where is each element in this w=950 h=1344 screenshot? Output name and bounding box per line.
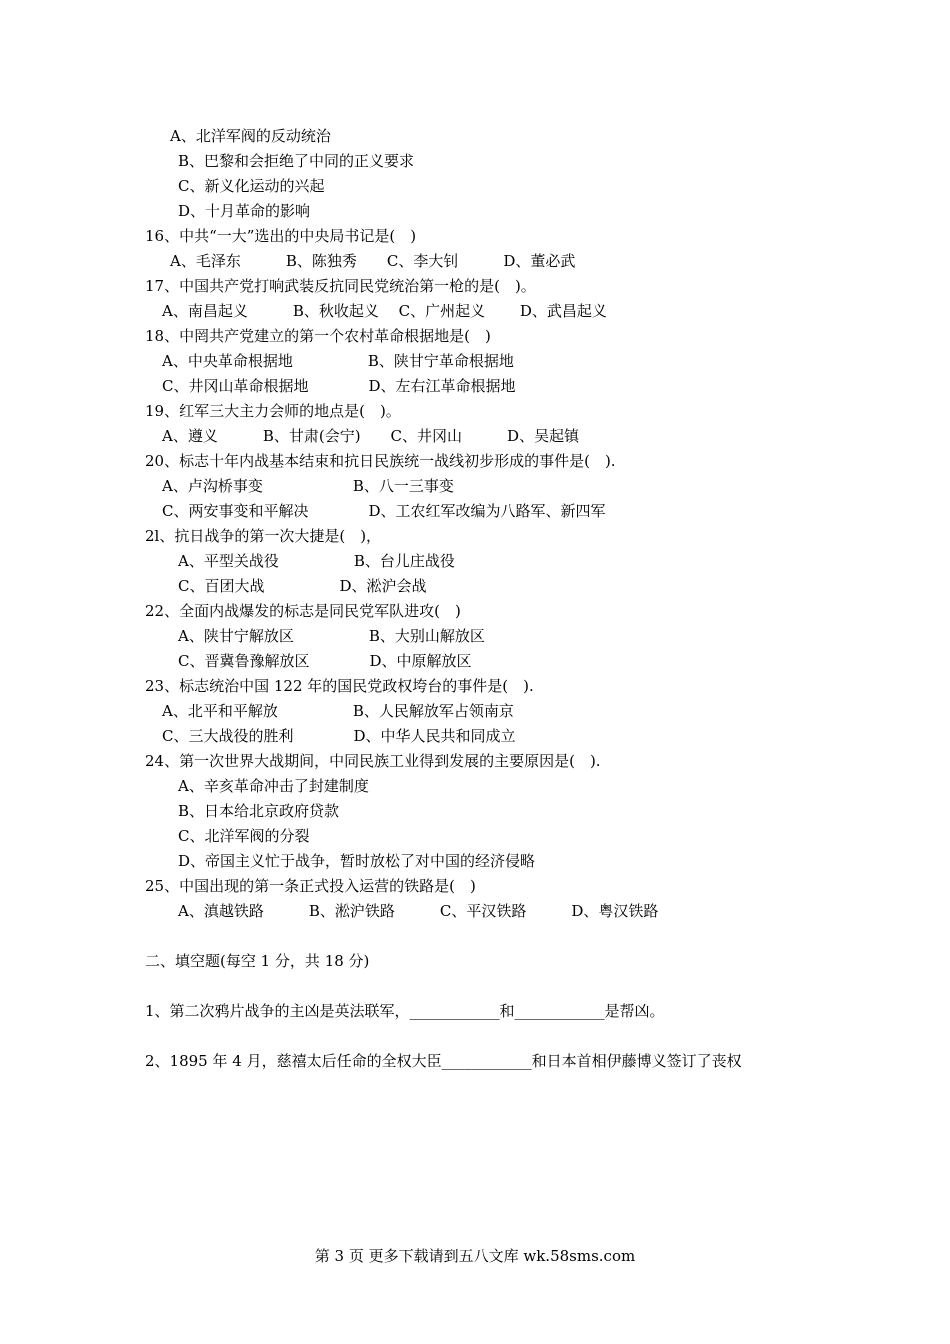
q24-option-d: D、帝国主义忙于战争，暂时放松了对中国的经济侵略 [178,852,536,870]
q23-stem: 23、标志统治中国 122 年的国民党政权垮台的事件是( ). [145,677,534,695]
q16-stem: 16、中共“一大”选出的中央局书记是( ) [145,227,417,245]
q24-option-a: A、辛亥革命冲击了封建制度 [178,777,369,795]
q20-stem: 20、标志十年内战基本结束和抗日民族统一战线初步形成的事件是( ). [145,452,616,470]
q16-options: A、毛泽东 B、陈独秀 C、李大钊 D、董必武 [170,252,576,270]
q22-stem: 22、全面内战爆发的标志是同民党军队进攻( ) [145,602,461,620]
q15-option-a: A、北洋军阀的反动统治 [170,127,331,145]
q24-stem: 24、第一次世界大战期间，中同民族工业得到发展的主要原因是( ). [145,752,601,770]
q19-options: A、遵义 B、甘肃(会宁) C、井冈山 D、吴起镇 [162,427,580,445]
fill-question-2: 2、1895 年 4 月，慈禧太后任命的全权大臣____________和日本首相伊藤博义签订了丧权 [145,1052,742,1070]
q15-option-d: D、十月革命的影响 [178,202,311,220]
fill-question-1: 1、第二次鸦片战争的主凶是英法联军，____________和____________是帮凶。 [145,1002,665,1020]
q15-option-c: C、新义化运动的兴起 [178,177,325,195]
q23-options-ab: A、北平和平解放 B、人民解放军占领南京 [162,702,514,720]
q20-options-cd: C、两安事变和平解决 D、工农红军改编为八路军、新四军 [162,502,606,520]
q21-stem: 2l、抗日战争的第一次大捷是( )， [145,527,382,545]
page-footer: 第 3 页 更多下载请到五八文库 wk.58sms.com [314,1247,636,1265]
q15-option-b: B、巴黎和会拒绝了中同的正义要求 [178,152,415,170]
q25-options: A、滇越铁路 B、淞沪铁路 C、平汉铁路 D、粤汉铁路 [178,902,659,920]
q21-options-cd: C、百团大战 D、淞沪会战 [178,577,427,595]
q17-options: A、南昌起义 B、秋收起义 C、广州起义 D、武昌起义 [162,302,607,320]
q19-stem: 19、红军三大主力会师的地点是( )。 [145,402,401,420]
q24-option-c: C、北洋军阀的分裂 [178,827,310,845]
q20-options-ab: A、卢沟桥事变 B、八一三事变 [162,477,454,495]
q18-options-ab: A、中央革命根据地 B、陕甘宁革命根据地 [162,352,514,370]
q21-options-ab: A、平型关战役 B、台儿庄战役 [178,552,455,570]
q22-options-cd: C、晋冀鲁豫解放区 D、中原解放区 [178,652,472,670]
q25-stem: 25、中国出现的第一条正式投入运营的铁路是( ) [145,877,476,895]
q18-options-cd: C、井冈山革命根据地 D、左右江革命根据地 [162,377,516,395]
q24-option-b: B、日本给北京政府贷款 [178,802,340,820]
q22-options-ab: A、陕甘宁解放区 B、大别山解放区 [178,627,485,645]
q18-stem: 18、中罔共产党建立的第一个农村革命根据地是( ) [145,327,491,345]
q23-options-cd: C、三大战役的胜利 D、中华人民共和同成立 [162,727,516,745]
section-heading: 二、填空题(每空 1 分，共 18 分) [145,952,370,970]
q17-stem: 17、中国共产党打响武装反抗同民党统治第一枪的是( )。 [145,277,536,295]
